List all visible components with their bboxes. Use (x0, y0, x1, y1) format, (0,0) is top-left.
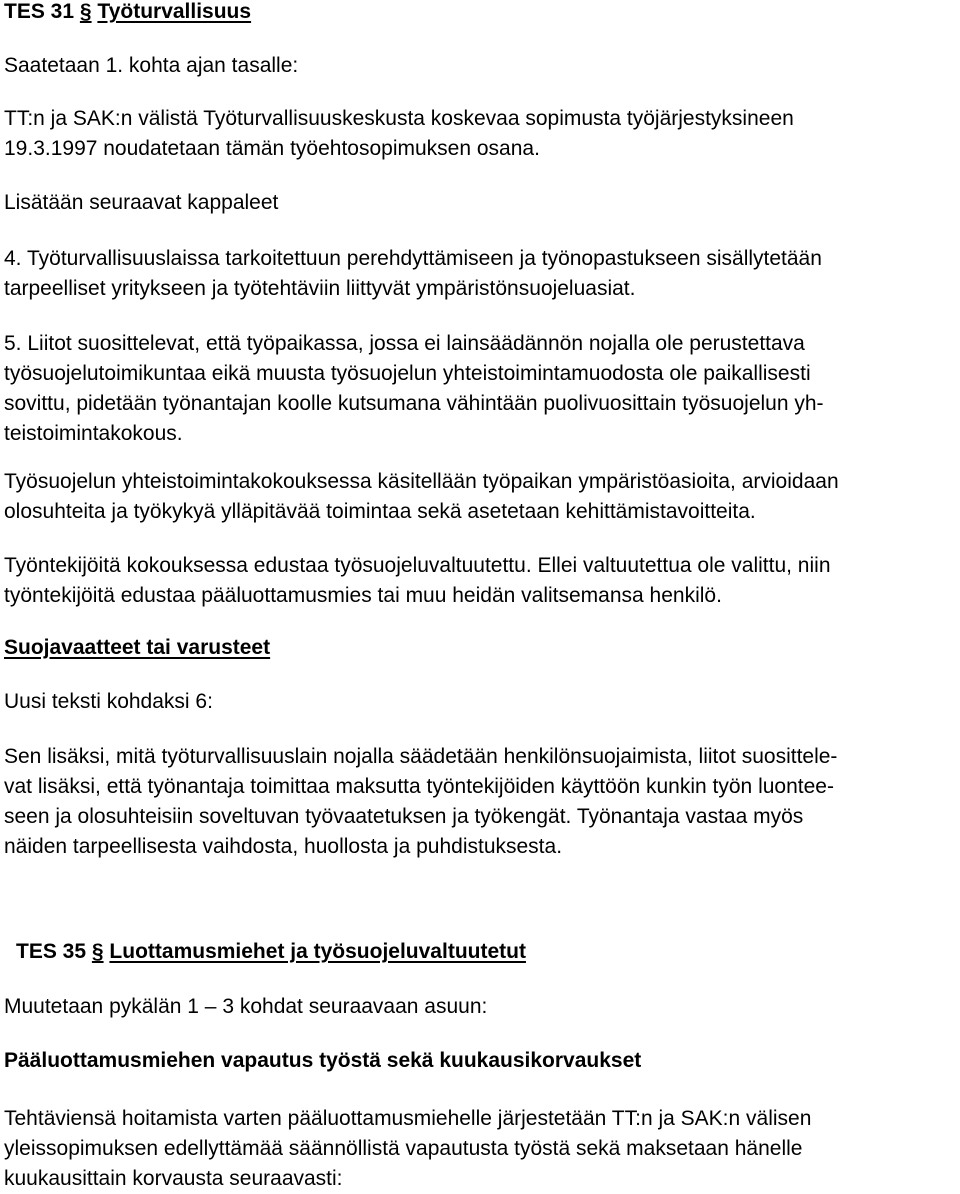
text-line: 4. Työturvallisuuslaissa tarkoitettuun perehdyttämiseen ja työnopastukseen sisällytetään (4, 247, 822, 270)
text-line: vat lisäksi, että työnantaja toimittaa maksutta työntekijöiden käyttöön kunkin työn luontee- (4, 775, 834, 798)
text-line: yleissopimuksen edellyttämää säännöllistä vapautusta työstä sekä maksetaan hänelle (4, 1137, 803, 1160)
new-text-note: Uusi teksti kohdaksi 6: (4, 690, 213, 713)
text-line: sovittu, pidetään työnantajan koolle kutsumana vähintään puolivuosittain työsuojelun yh- (4, 392, 824, 415)
text-line: TT:n ja SAK:n välistä Työturvallisuuskeskusta koskevaa sopimusta työjärjestyksineen (4, 107, 794, 130)
text-line: näiden tarpeellisesta vaihdosta, huollosta ja puhdistuksesta. (4, 835, 563, 858)
protective-equipment-paragraph (4, 742, 837, 862)
section-title: Luottamusmiehet ja työsuojeluvaltuutetut (109, 940, 526, 963)
item-5-paragraph (4, 329, 824, 449)
section-heading-tes-31 (4, 0, 251, 27)
text-line: Sen lisäksi, mitä työturvallisuuslain nojalla säädetään henkilönsuojaimista, liitot suosittele- (4, 745, 838, 768)
release-heading: Pääluottamusmiehen vapautus työstä sekä kuukausikorvaukset (4, 1049, 642, 1072)
amendment-note: Muutetaan pykälän 1 – 3 kohdat seuraavaan asuun: (4, 995, 488, 1018)
text-line: Tehtäviensä hoitamista varten pääluottamusmiehelle järjestetään TT:n ja SAK:n välisen (4, 1107, 812, 1130)
text-line: Työsuojelun yhteistoimintakokouksessa käsitellään työpaikan ympäristöasioita, arvioidaan (4, 470, 839, 493)
text-line: 19.3.1997 noudatetaan tämän työehtosopimuksen osana. (4, 137, 540, 160)
section-sign: § (91, 940, 104, 963)
text-line: teistoimintakokous. (4, 422, 183, 445)
section-sign: § (79, 0, 92, 23)
protective-equipment-heading: Suojavaatteet tai varusteet (4, 636, 271, 659)
text-line: seen ja olosuhteisiin soveltuvan työvaatetuksen ja työkengät. Työnantaja vastaa myös (4, 805, 804, 828)
text-line: tarpeelliset yritykseen ja työtehtäviin liittyvät ympäristönsuojeluasiat. (4, 277, 636, 300)
section-number: TES 35 (16, 940, 87, 963)
text-line: kuukausittain korvausta seuraavasti: (4, 1167, 343, 1190)
text-line: 5. Liitot suosittelevat, että työpaikassa, jossa ei lainsäädännön nojalla ole perustettava (4, 332, 805, 355)
agreement-paragraph (4, 104, 794, 164)
section-heading-tes-35 (16, 937, 526, 967)
representative-paragraph (4, 551, 831, 611)
section-title: Työturvallisuus (97, 0, 252, 23)
addition-note: Lisätään seuraavat kappaleet (4, 191, 279, 214)
text-line: työsuojelutoimikuntaa eikä muusta työsuojelun yhteistoimintamuodosta ole paikallisesti (4, 362, 811, 385)
item-4-paragraph (4, 244, 822, 304)
release-paragraph (4, 1104, 811, 1194)
text-line: olosuhteita ja työkykyä ylläpitävää toimintaa sekä asetetaan kehittämistavoitteita. (4, 500, 756, 523)
text-line: työntekijöitä edustaa pääluottamusmies tai muu heidän valitsemansa henkilö. (4, 584, 722, 607)
update-note: Saatetaan 1. kohta ajan tasalle: (4, 54, 299, 77)
meeting-paragraph (4, 467, 839, 527)
section-number: TES 31 (4, 0, 75, 23)
text-line: Työntekijöitä kokouksessa edustaa työsuojeluvaltuutettu. Ellei valtuutettua ole valittu, niin (4, 554, 831, 577)
